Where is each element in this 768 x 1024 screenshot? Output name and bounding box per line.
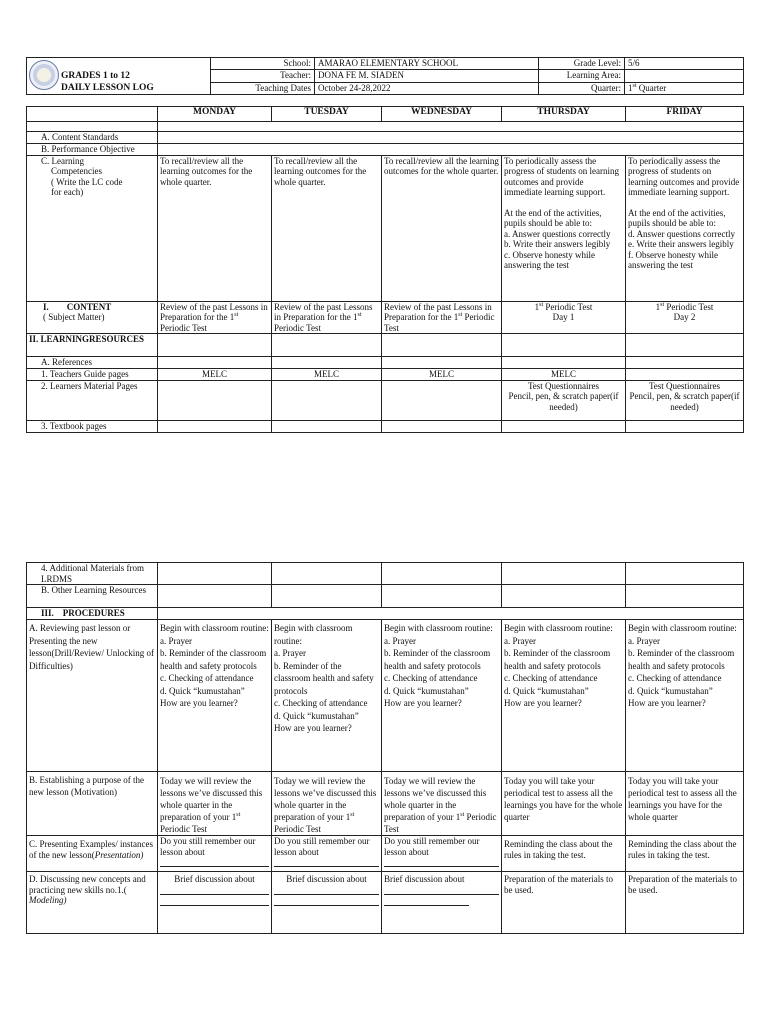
proc-a-friday — [626, 620, 744, 772]
content-tuesday — [272, 301, 382, 334]
routine-line: Begin with classroom routine: — [274, 623, 353, 646]
blank-cell — [382, 357, 502, 369]
blank-cell — [626, 420, 744, 432]
other-resources-label: B. Other Learning Resources — [27, 585, 158, 608]
routine-line: a. Prayer — [384, 635, 416, 646]
title-line-1: GRADES 1 to 12 — [61, 71, 130, 81]
today-review: Today we will review the lessons we’ve discussed this whole quarter in the preparation of your 1 — [384, 776, 487, 822]
test-questionnaires: Test Questionnaires — [527, 380, 600, 391]
title-line-2: DAILY LESSON LOG — [61, 83, 154, 93]
content-thursday — [502, 301, 626, 334]
tg-friday — [626, 368, 744, 380]
objective-item: e. Write their answers legibly — [628, 239, 734, 249]
learners-material-label: 2. Learners Material Pages — [27, 380, 158, 420]
periodic-num: 1 — [655, 301, 661, 312]
blank-cell — [158, 563, 272, 585]
remember-text: Do you still remember our lesson about — [274, 836, 370, 857]
proc-a-label: A. Reviewing past lesson or Presenting the new lesson(Drill/Review/ Unlocking of Difficulties) — [27, 620, 158, 772]
remember-text: Do you still remember our lesson about — [160, 836, 256, 857]
performance-objective-value — [158, 144, 744, 156]
periodic-text: Periodic Test — [666, 301, 714, 312]
lm-friday — [626, 380, 744, 420]
blank-cell — [158, 585, 272, 608]
learning-resources-label: II. LEARNINGRESOURCES — [27, 334, 158, 357]
fill-in-blank — [160, 858, 269, 867]
proc-d-thursday: Preparation of the materials to be used. — [502, 872, 626, 934]
periodic-text: Periodic Test — [274, 824, 321, 834]
routine-line: c. Checking of attendance — [160, 673, 254, 683]
blank-cell — [158, 380, 272, 420]
performance-objective-label: B. Performance Objective — [27, 144, 158, 156]
sup-st: st — [357, 312, 362, 318]
proc-a-tuesday — [272, 620, 382, 772]
blank-cell — [158, 357, 272, 369]
lc-line-1: C. Learning — [41, 155, 84, 166]
objective-item: d. Answer questions correctly — [628, 228, 735, 239]
lc-friday — [626, 155, 744, 301]
proc-d-friday: Preparation of the materials to be used. — [626, 872, 744, 934]
teacher-label: Teacher: — [211, 70, 315, 82]
routine-line: Begin with classroom routine: — [628, 623, 737, 633]
blank-cell — [626, 585, 744, 608]
blank-cell — [272, 585, 382, 608]
blank-cell — [626, 357, 744, 369]
proc-a-wednesday — [382, 620, 502, 772]
test-materials: Pencil, pen, & scratch paper(if needed) — [508, 391, 619, 412]
blank-cell — [158, 122, 744, 132]
day-number: Day 2 — [673, 312, 696, 322]
content-title: I. CONTENT — [43, 301, 112, 312]
proc-c-text: C. Presenting Examples/ instances of the new lesson( — [29, 839, 153, 860]
sup-st: st — [236, 812, 241, 818]
assess-end: At the end of the activities, pupils should be able to: — [628, 207, 726, 228]
blank-cell — [382, 334, 502, 357]
blank-cell — [626, 334, 744, 357]
blank-cell — [382, 380, 502, 420]
routine-line: a. Prayer — [628, 635, 660, 646]
lc-wednesday: To recall/review all the learning outcomes for the whole quarter. — [382, 155, 502, 301]
procedures-label: III. PROCEDURES — [27, 608, 158, 620]
routine-line: How are you learner? — [384, 698, 462, 708]
blank-cell — [272, 334, 382, 357]
fill-in-blank — [384, 897, 469, 906]
routine-line: d. Quick “kumustahan” — [628, 685, 713, 696]
assess-end: At the end of the activities, pupils should be able to: — [504, 207, 602, 228]
routine-line: b. Reminder of the classroom health and safety protocols — [274, 660, 374, 696]
corner-cell — [27, 107, 158, 122]
proc-d-label — [27, 872, 158, 934]
sup-st: st — [460, 812, 465, 818]
lm-thursday — [502, 380, 626, 420]
blank-cell — [626, 563, 744, 585]
fill-in-blank — [160, 897, 269, 906]
review-text: Review of the past Lessons in Preparation for the 1 — [384, 301, 492, 322]
routine-line: b. Reminder of the classroom health and safety protocols — [628, 648, 735, 671]
lesson-table-part-2 — [26, 562, 744, 934]
grade-value: 5/6 — [625, 58, 744, 70]
teacher-value: DONA FE M. SIADEN — [315, 70, 539, 82]
textbook-label: 3. Textbook pages — [27, 420, 158, 432]
blank-cell — [272, 420, 382, 432]
routine-line: Begin with classroom routine: — [504, 623, 613, 633]
dates-label: Teaching Dates — [211, 82, 315, 94]
routine-line: How are you learner? — [504, 698, 582, 708]
objective-item: c. Observe honesty while answering the test — [504, 249, 595, 270]
deped-seal-icon — [29, 60, 59, 90]
review-text: Review of the past Lessons in Preparation for the 1 — [160, 301, 268, 322]
routine-line: b. Reminder of the classroom health and safety protocols — [504, 648, 611, 671]
routine-line: b. Reminder of the classroom health and safety protocols — [384, 648, 491, 671]
periodic-text: Periodic Test — [160, 824, 207, 834]
routine-line: d. Quick “kumustahan” — [274, 710, 359, 721]
day-tuesday: TUESDAY — [272, 107, 382, 122]
logo-cell — [27, 58, 211, 95]
routine-line: d. Quick “kumustahan” — [384, 685, 469, 696]
blank-cell — [502, 585, 626, 608]
blank-cell — [158, 334, 272, 357]
day-monday: MONDAY — [158, 107, 272, 122]
blank-cell — [502, 563, 626, 585]
routine-line: d. Quick “kumustahan” — [504, 685, 589, 696]
proc-b-label: B. Establishing a purpose of the new lesson (Motivation) — [27, 772, 158, 836]
review-text-end: Periodic Test — [160, 322, 207, 333]
routine-line: a. Prayer — [504, 635, 536, 646]
blank-cell — [382, 420, 502, 432]
lc-line-2: Competencies — [51, 166, 102, 176]
content-friday — [626, 301, 744, 334]
blank-cell — [272, 380, 382, 420]
quarter-value — [625, 82, 744, 94]
routine-line: b. Reminder of the classroom health and safety protocols — [160, 648, 267, 671]
content-wednesday — [382, 301, 502, 334]
routine-line: How are you learner? — [274, 723, 352, 733]
routine-line: How are you learner? — [160, 698, 238, 708]
grade-label: Grade Level: — [539, 58, 625, 70]
blank-cell — [158, 608, 744, 620]
area-label: Learning Area: — [539, 70, 625, 82]
proc-c-friday: Reminding the class about the rules in taking the test. — [626, 836, 744, 872]
sup-st: st — [660, 301, 665, 308]
objective-item: a. Answer questions correctly — [504, 228, 611, 239]
fill-in-blank — [274, 886, 379, 895]
routine-line: c. Checking of attendance — [628, 673, 722, 683]
brief-text: Brief discussion about — [286, 874, 367, 884]
school-label: School: — [211, 58, 315, 70]
quarter-sup: st — [632, 82, 637, 89]
routine-line: How are you learner? — [628, 698, 706, 708]
proc-c-italic: Presentation) — [94, 849, 144, 860]
brief-text: Brief discussion about — [384, 874, 465, 884]
tg-tuesday: MELC — [272, 368, 382, 380]
lc-tuesday: To recall/review all the learning outcomes for the whole quarter. — [272, 155, 382, 301]
proc-d-text: D. Discussing new concepts and practicing new skills no.1.( — [29, 874, 146, 895]
day-wednesday: WEDNESDAY — [382, 107, 502, 122]
routine-line: c. Checking of attendance — [504, 673, 598, 683]
review-text-end: Periodic Test — [274, 322, 321, 333]
today-review: Today we will review the lessons we’ve discussed this whole quarter in the preparation of your 1 — [274, 776, 377, 822]
teachers-guide-label: 1. Teachers Guide pages — [27, 368, 158, 380]
content-standards-label: A. Content Standards — [27, 132, 158, 144]
header-table — [26, 57, 744, 95]
review-text: Review of the past Lessons in Preparation for the 1 — [274, 301, 373, 322]
tg-thursday: MELC — [502, 368, 626, 380]
area-value — [625, 70, 744, 82]
learning-competencies-label — [27, 155, 158, 301]
blank-cell — [502, 357, 626, 369]
sup-st: st — [234, 312, 239, 318]
proc-d-italic: Modeling) — [29, 895, 67, 905]
test-questionnaires: Test Questionnaires — [648, 380, 721, 391]
remember-text: Do you still remember our lesson about — [384, 836, 480, 857]
references-label: A. References — [27, 357, 158, 369]
proc-c-label — [27, 836, 158, 872]
quarter-text: Quarter — [638, 82, 667, 93]
dates-value: October 24-28,2022 — [315, 82, 539, 94]
fill-in-blank — [384, 886, 499, 895]
fill-in-blank — [160, 886, 269, 895]
day-thursday: THURSDAY — [502, 107, 626, 122]
proc-b-wednesday — [382, 772, 502, 836]
school-value: AMARAO ELEMENTARY SCHOOL — [315, 58, 539, 70]
proc-c-tuesday — [272, 836, 382, 872]
content-subtitle: ( Subject Matter) — [43, 312, 105, 322]
additional-materials-label: 4. Additional Materials from LRDMS — [27, 563, 158, 585]
sup-st: st — [539, 301, 544, 308]
tg-wednesday: MELC — [382, 368, 502, 380]
routine-line: c. Checking of attendance — [384, 673, 478, 683]
routine-line: d. Quick “kumustahan” — [160, 685, 245, 696]
fill-in-blank — [274, 897, 379, 906]
blank-cell — [272, 563, 382, 585]
routine-line: c. Checking of attendance — [274, 698, 368, 708]
review-text-end: Periodic Test — [384, 312, 495, 333]
proc-a-monday — [158, 620, 272, 772]
sup-st: st — [458, 312, 463, 318]
blank-cell — [382, 563, 502, 585]
blank-cell — [272, 357, 382, 369]
lesson-table-part-1 — [26, 106, 744, 433]
fill-in-blank — [384, 858, 499, 867]
assess-intro: To periodically assess the progress of students on learning outcomes and provide immediate learning support. — [628, 155, 740, 197]
sup-st: st — [350, 812, 355, 818]
proc-b-thursday: Today you will take your periodical test to assess all the learnings you have for the whole quarter — [502, 772, 626, 836]
periodic-num: 1 — [534, 301, 540, 312]
routine-line: a. Prayer — [274, 648, 306, 658]
proc-d-wednesday — [382, 872, 502, 934]
proc-c-wednesday — [382, 836, 502, 872]
routine-line: Begin with classroom routine: — [384, 623, 493, 633]
proc-c-thursday: Reminding the class about the rules in taking the test. — [502, 836, 626, 872]
blank-cell — [502, 420, 626, 432]
proc-d-monday — [158, 872, 272, 934]
brief-text: Brief discussion about — [174, 874, 255, 884]
periodic-text: Periodic Test — [384, 812, 497, 834]
assess-intro: To periodically assess the progress of students on learning outcomes and provide immediate learning support. — [504, 155, 619, 197]
lc-thursday — [502, 155, 626, 301]
day-friday: FRIDAY — [626, 107, 744, 122]
lc-line-3: ( Write the LC code — [51, 176, 123, 187]
blank-cell — [27, 122, 158, 132]
lc-monday: To recall/review all the learning outcomes for the whole quarter. — [158, 155, 272, 301]
day-number: Day 1 — [552, 312, 575, 322]
document-title — [61, 70, 154, 94]
blank-cell — [502, 334, 626, 357]
content-standards-value — [158, 132, 744, 144]
fill-in-blank — [274, 858, 379, 867]
blank-cell — [382, 585, 502, 608]
quarter-label: Quarter: — [539, 82, 625, 94]
lc-line-4: for each) — [51, 187, 84, 197]
objective-item: f. Observe honesty while answering the test — [628, 249, 718, 270]
test-materials: Pencil, pen, & scratch paper(if needed) — [629, 391, 740, 412]
content-monday — [158, 301, 272, 334]
proc-c-monday — [158, 836, 272, 872]
today-review: Today we will review the lessons we’ve discussed this whole quarter in the preparation of your 1 — [160, 776, 263, 822]
tg-monday: MELC — [158, 368, 272, 380]
proc-b-tuesday — [272, 772, 382, 836]
content-label — [27, 301, 158, 334]
routine-line: a. Prayer — [160, 635, 192, 646]
quarter-num: 1 — [628, 82, 633, 93]
proc-b-monday — [158, 772, 272, 836]
periodic-text: Periodic Test — [545, 301, 593, 312]
objective-item: b. Write their answers legibly — [504, 239, 611, 249]
blank-cell — [158, 420, 272, 432]
proc-b-friday: Today you will take your periodical test to assess all the learnings you have for the whole quarter — [626, 772, 744, 836]
routine-line: Begin with classroom routine: — [160, 623, 269, 633]
proc-d-tuesday — [272, 872, 382, 934]
proc-a-thursday — [502, 620, 626, 772]
